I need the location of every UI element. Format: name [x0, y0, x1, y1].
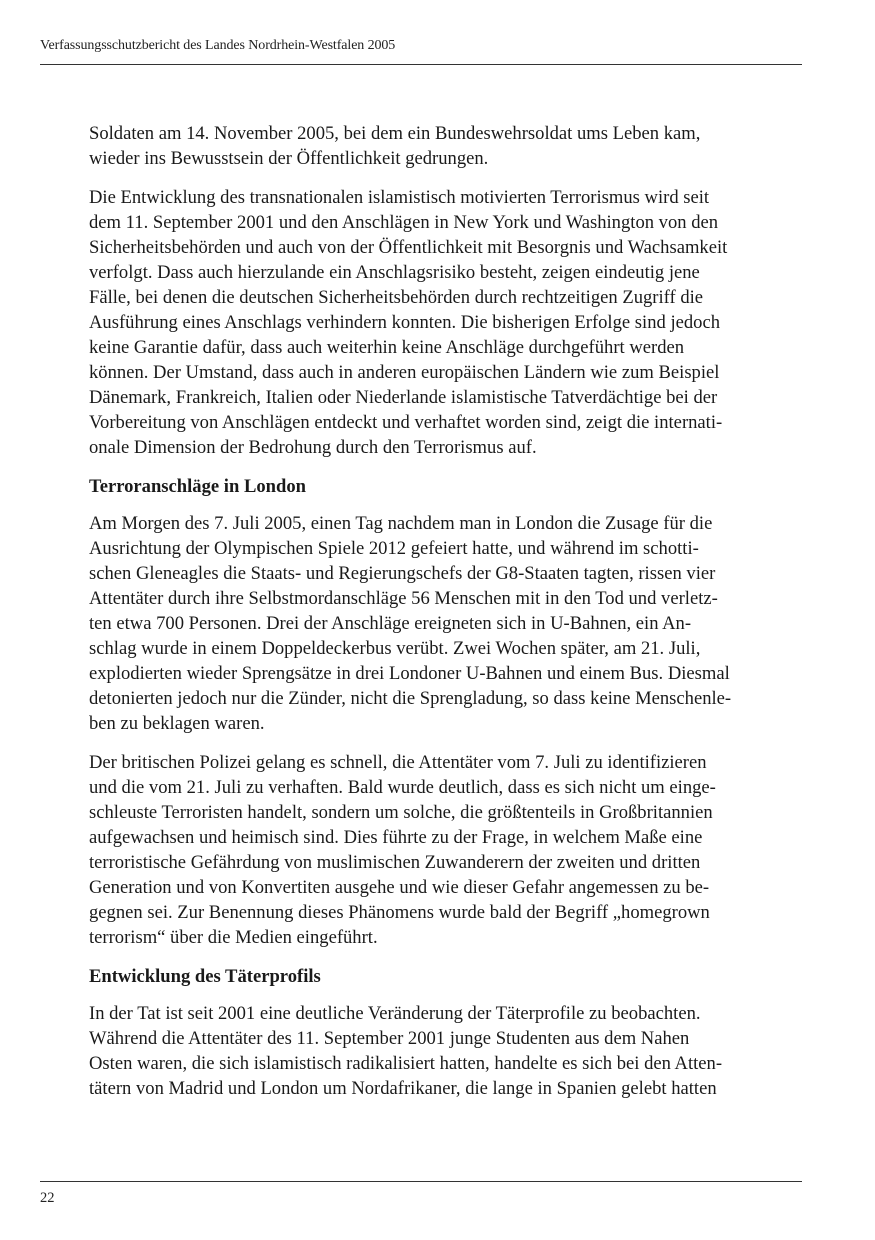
text-line: Die Entwicklung des transnationalen islamistisch motivierten Terrorismus wird seit: [89, 187, 710, 208]
text-line: onale Dimension der Bedrohung durch den Terrorismus auf.: [89, 437, 537, 458]
text-line: können. Der Umstand, dass auch in anderen europäischen Ländern wie zum Beispiel: [89, 362, 720, 383]
text-line: Vorbereitung von Anschlägen entdeckt und verhaftet worden sind, zeigt die internati-: [89, 412, 723, 433]
text-line: dem 11. September 2001 und den Anschlägen in New York und Washington von den: [89, 212, 719, 233]
text-line: Während die Attentäter des 11. September 2001 junge Studenten aus dem Nahen: [89, 1028, 690, 1049]
text-line: Ausrichtung der Olympischen Spiele 2012 gefeiert hatte, und während im schotti-: [89, 538, 699, 559]
header-rule: [40, 64, 802, 65]
text-line: und die vom 21. Juli zu verhaften. Bald wurde deutlich, dass es sich nicht um einge-: [89, 777, 716, 798]
running-header: Verfassungsschutzbericht des Landes Nordrhein-Westfalen 2005: [40, 38, 396, 53]
text-line: keine Garantie dafür, dass auch weiterhin keine Anschläge durchgeführt werden: [89, 337, 685, 358]
text-line: Generation und von Konvertiten ausgehe und wie dieser Gefahr angemessen zu be-: [89, 877, 710, 898]
text-line: terrorism“ über die Medien eingeführt.: [89, 927, 378, 948]
text-line: Dänemark, Frankreich, Italien oder Niederlande islamistische Tatverdächtige bei der: [89, 387, 718, 408]
text-line: Soldaten am 14. November 2005, bei dem ein Bundeswehrsoldat ums Leben kam,: [89, 123, 701, 144]
text-line: Fälle, bei denen die deutschen Sicherheitsbehörden durch rechtzeitigen Zugriff die: [89, 287, 704, 308]
text-line: verfolgt. Dass auch hierzulande ein Anschlagsrisiko besteht, zeigen eindeutig jene: [89, 262, 700, 283]
page-number: 22: [40, 1190, 55, 1206]
text-line: ben zu beklagen waren.: [89, 713, 265, 734]
text-line: explodierten wieder Sprengsätze in drei Londoner U-Bahnen und einem Bus. Diesmal: [89, 663, 730, 684]
text-line: detonierten jedoch nur die Zünder, nicht die Sprengladung, so dass keine Menschenle-: [89, 688, 732, 709]
text-line: schen Gleneagles die Staats- und Regierungschefs der G8-Staaten tagten, rissen vier: [89, 563, 716, 584]
text-line: Sicherheitsbehörden und auch von der Öffentlichkeit mit Besorgnis und Wachsamkeit: [89, 237, 728, 258]
text-line: wieder ins Bewusstsein der Öffentlichkeit gedrungen.: [89, 148, 489, 169]
text-line: ten etwa 700 Personen. Drei der Anschläge ereigneten sich in U-Bahnen, ein An-: [89, 613, 692, 634]
text-line: Der britischen Polizei gelang es schnell, die Attentäter vom 7. Juli zu identifizieren: [89, 752, 707, 773]
section-heading-taeterprofil: Entwicklung des Täterprofils: [89, 966, 321, 987]
footer-rule: [40, 1181, 802, 1182]
paragraph-5: [89, 1001, 805, 1101]
text-line: In der Tat ist seit 2001 eine deutliche Veränderung der Täterprofile zu beobachten.: [89, 1003, 701, 1024]
text-line: gegnen sei. Zur Benennung dieses Phänomens wurde bald der Begriff „homegrown: [89, 902, 710, 923]
paragraph-2: [89, 185, 805, 460]
paragraph-3: [89, 511, 805, 736]
text-line: Ausführung eines Anschlags verhindern konnten. Die bisherigen Erfolge sind jedoch: [89, 312, 721, 333]
text-line: Attentäter durch ihre Selbstmordanschläge 56 Menschen mit in den Tod und verletz-: [89, 588, 718, 609]
text-line: schleuste Terroristen handelt, sondern um solche, die größtenteils in Großbritannien: [89, 802, 713, 823]
paragraph-1: [89, 121, 805, 171]
text-line: Osten waren, die sich islamistisch radikalisiert hatten, handelte es sich bei den Atten-: [89, 1053, 723, 1074]
text-line: terroristische Gefährdung von muslimischen Zuwanderern der zweiten und dritten: [89, 852, 701, 873]
text-line: Am Morgen des 7. Juli 2005, einen Tag nachdem man in London die Zusage für die: [89, 513, 713, 534]
text-line: aufgewachsen und heimisch sind. Dies führte zu der Frage, in welchem Maße eine: [89, 827, 703, 848]
text-line: tätern von Madrid und London um Nordafrikaner, die lange in Spanien gelebt hatten: [89, 1078, 717, 1099]
section-heading-london: Terroranschläge in London: [89, 476, 306, 497]
paragraph-4: [89, 750, 805, 950]
page-body: [89, 121, 805, 1115]
text-line: schlag wurde in einem Doppeldeckerbus verübt. Zwei Wochen später, am 21. Juli,: [89, 638, 701, 659]
